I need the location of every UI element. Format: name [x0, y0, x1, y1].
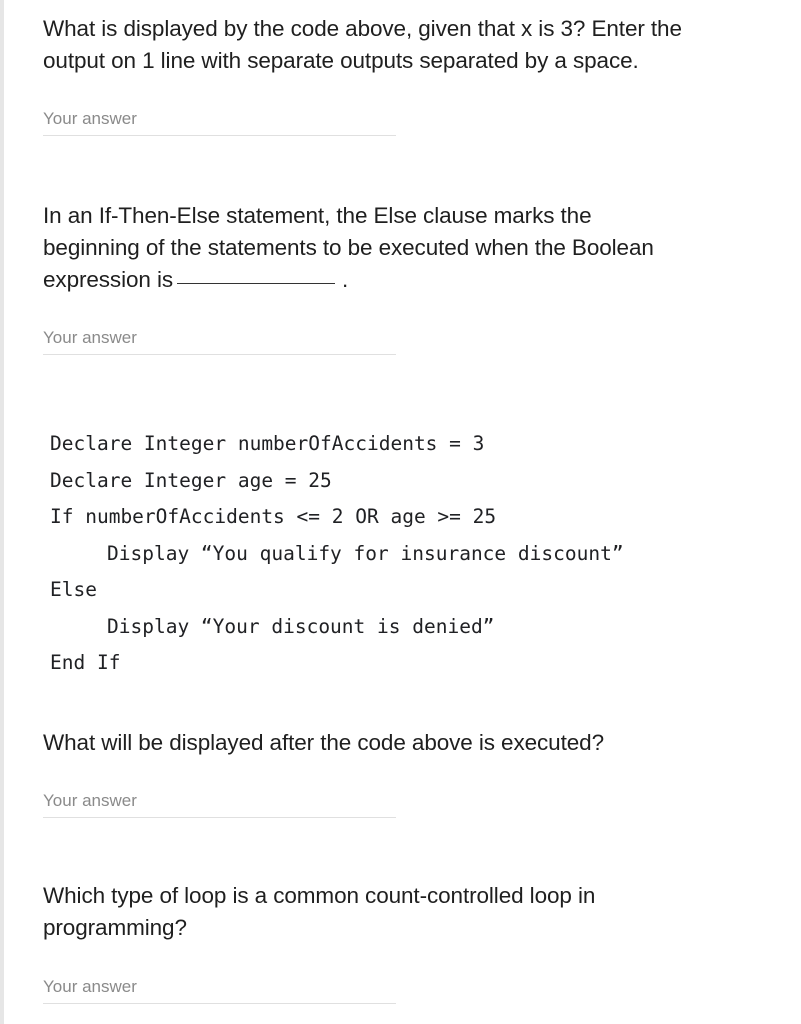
code-line-2: Declare Integer age = 25 [50, 468, 332, 492]
question-2-line-1: In an If-Then-Else statement, the Else clause marks the [43, 203, 592, 228]
question-3-answer-input[interactable] [43, 785, 396, 818]
code-line-7: End If [50, 651, 121, 674]
question-1-text [43, 13, 682, 77]
code-block [50, 426, 624, 682]
question-2-line-2: beginning of the statements to be executed when the Boolean [43, 235, 654, 260]
left-border [0, 0, 4, 1024]
question-4-answer-input[interactable] [43, 971, 396, 1004]
question-2-answer-input[interactable] [43, 322, 396, 355]
question-3-text [43, 727, 604, 759]
code-line-1: Declare Integer numberOfAccidents = 3 [50, 432, 485, 455]
code-line-3: If numberOfAccidents <= 2 OR age >= 25 [50, 505, 497, 528]
question-4-text [43, 880, 595, 944]
question-2-line-3 [43, 264, 654, 296]
fill-in-blank [177, 282, 335, 284]
code-line-4: Display “You qualify for insurance discount” [107, 541, 624, 565]
question-4-line-2: programming? [43, 915, 187, 940]
question-1-line-1: What is displayed by the code above, given that x is 3? Enter the [43, 16, 682, 41]
question-2-period: . [342, 267, 349, 292]
code-line-6: Display “Your discount is denied” [107, 614, 495, 638]
question-2-line-3-text: expression is [43, 267, 174, 292]
question-1-line-2: output on 1 line with separate outputs separated by a space. [43, 48, 639, 73]
question-2-text [43, 200, 654, 296]
question-4-line-1: Which type of loop is a common count-controlled loop in [43, 883, 596, 908]
question-1-answer-input[interactable] [43, 103, 396, 136]
question-3-line-1: What will be displayed after the code above is executed? [43, 730, 604, 755]
code-line-5: Else [50, 578, 97, 601]
